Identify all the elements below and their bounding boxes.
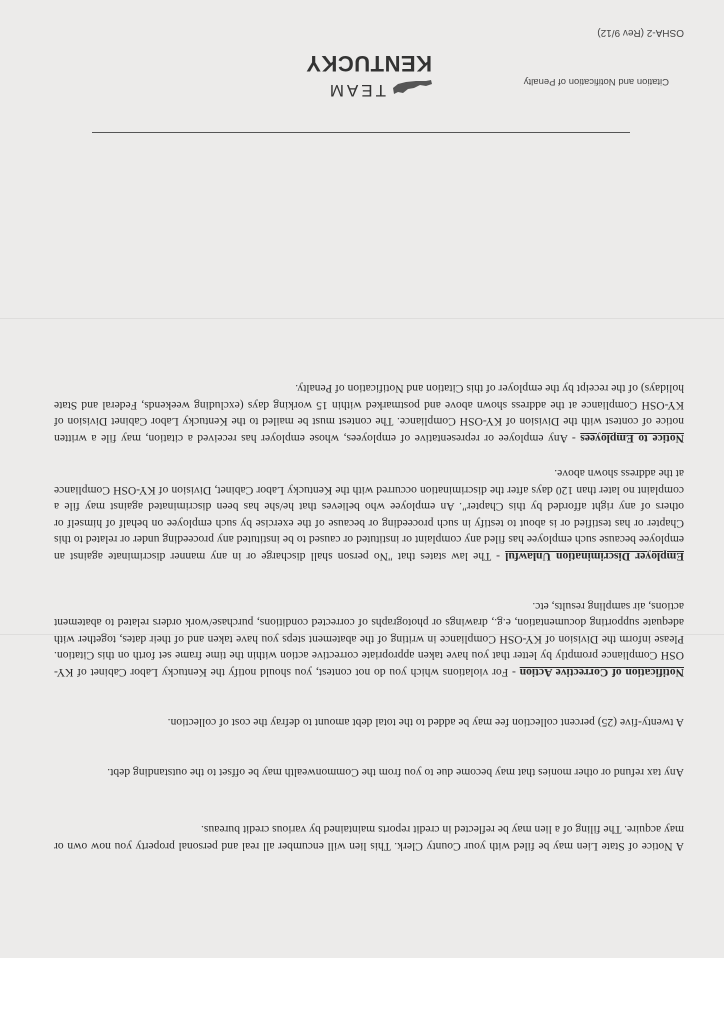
form-code: OSHA-2 (Rev 9/12) <box>597 27 684 38</box>
collection-fee-paragraph: A twenty-five (25) percent collection fee may be added to the total debt amount to defray the cost of collection. <box>167 716 684 729</box>
discrimination-heading: Employer Discrimination Unlawful <box>505 550 684 563</box>
tax-refund-paragraph: Any tax refund or other monies that may become due to you from the Commonwealth may be offset to the outstanding debt. <box>107 766 684 779</box>
lien-paragraph: A Notice of State Lien may be filed with your County Clerk. This lien will encumber all real and personal property you now own or may acquire. The filing of a lien may be reflected in credit reports maintained by various credit bureaus. <box>54 823 684 853</box>
team-kentucky-logo <box>296 48 436 100</box>
corrective-action-heading: Notification of Corrective Action <box>519 666 684 679</box>
discrimination-paragraph <box>54 464 684 564</box>
logo-kentucky-text: KENTUCKY <box>305 51 432 76</box>
corrective-action-body: - For violations which you do not contest, you should notify the Kentucky Labor Cabinet of KY-OSH Compliance promptly by letter that you have taken appropriate corrective action within the time frame set forth on this Citation. Please inform the Division of KY-OSH Compliance in writing of the abatement steps you have taken and of their dates, together with adequate supporting documentation, e.g., drawings or photographs of corrected conditions, purchase/work orders related to abatement actions, air sampling results, etc. <box>54 599 684 679</box>
header-rule <box>92 132 630 133</box>
notice-to-employees-paragraph <box>54 380 684 446</box>
document-subtitle: Citation and Notification of Penalty <box>523 76 669 87</box>
discrimination-body: - The law states that "No person shall discharge or in any manner discriminate against an employee because such employee has filed any complaint or instituted or caused to be instituted any proceeding under or related to this Chapter or has testified or is about to testify in such proceeding or because of the exercise by such employee on behalf of himself or others of any right afforded by this Chapter". An employee who believes that he/she has been discriminated against may file a complaint no later than 120 days after the discrimination occurred with the Kentucky Labor Cabinet, Division of KY-OSH Compliance at the address shown above. <box>53 467 684 563</box>
corrective-action-paragraph <box>54 597 684 680</box>
notice-to-employees-body: - Any employee or representative of employees, whose employer has received a citation, may file a written notice of contest with the Division of KY-OSH Compliance. The contest must be mailed to the Kentucky Labor Cabinet Division of KY-OSH Compliance at the address shown above and postmarked within 15 working days (excluding weekends, Federal and State holidays) of the receipt by the employer of this Citation and Notification of Penalty. <box>54 382 684 445</box>
notice-to-employees-heading: Notice to Employees <box>580 432 684 445</box>
kentucky-state-shape-icon <box>392 78 434 96</box>
logo-team-text: TEAM <box>326 81 386 100</box>
